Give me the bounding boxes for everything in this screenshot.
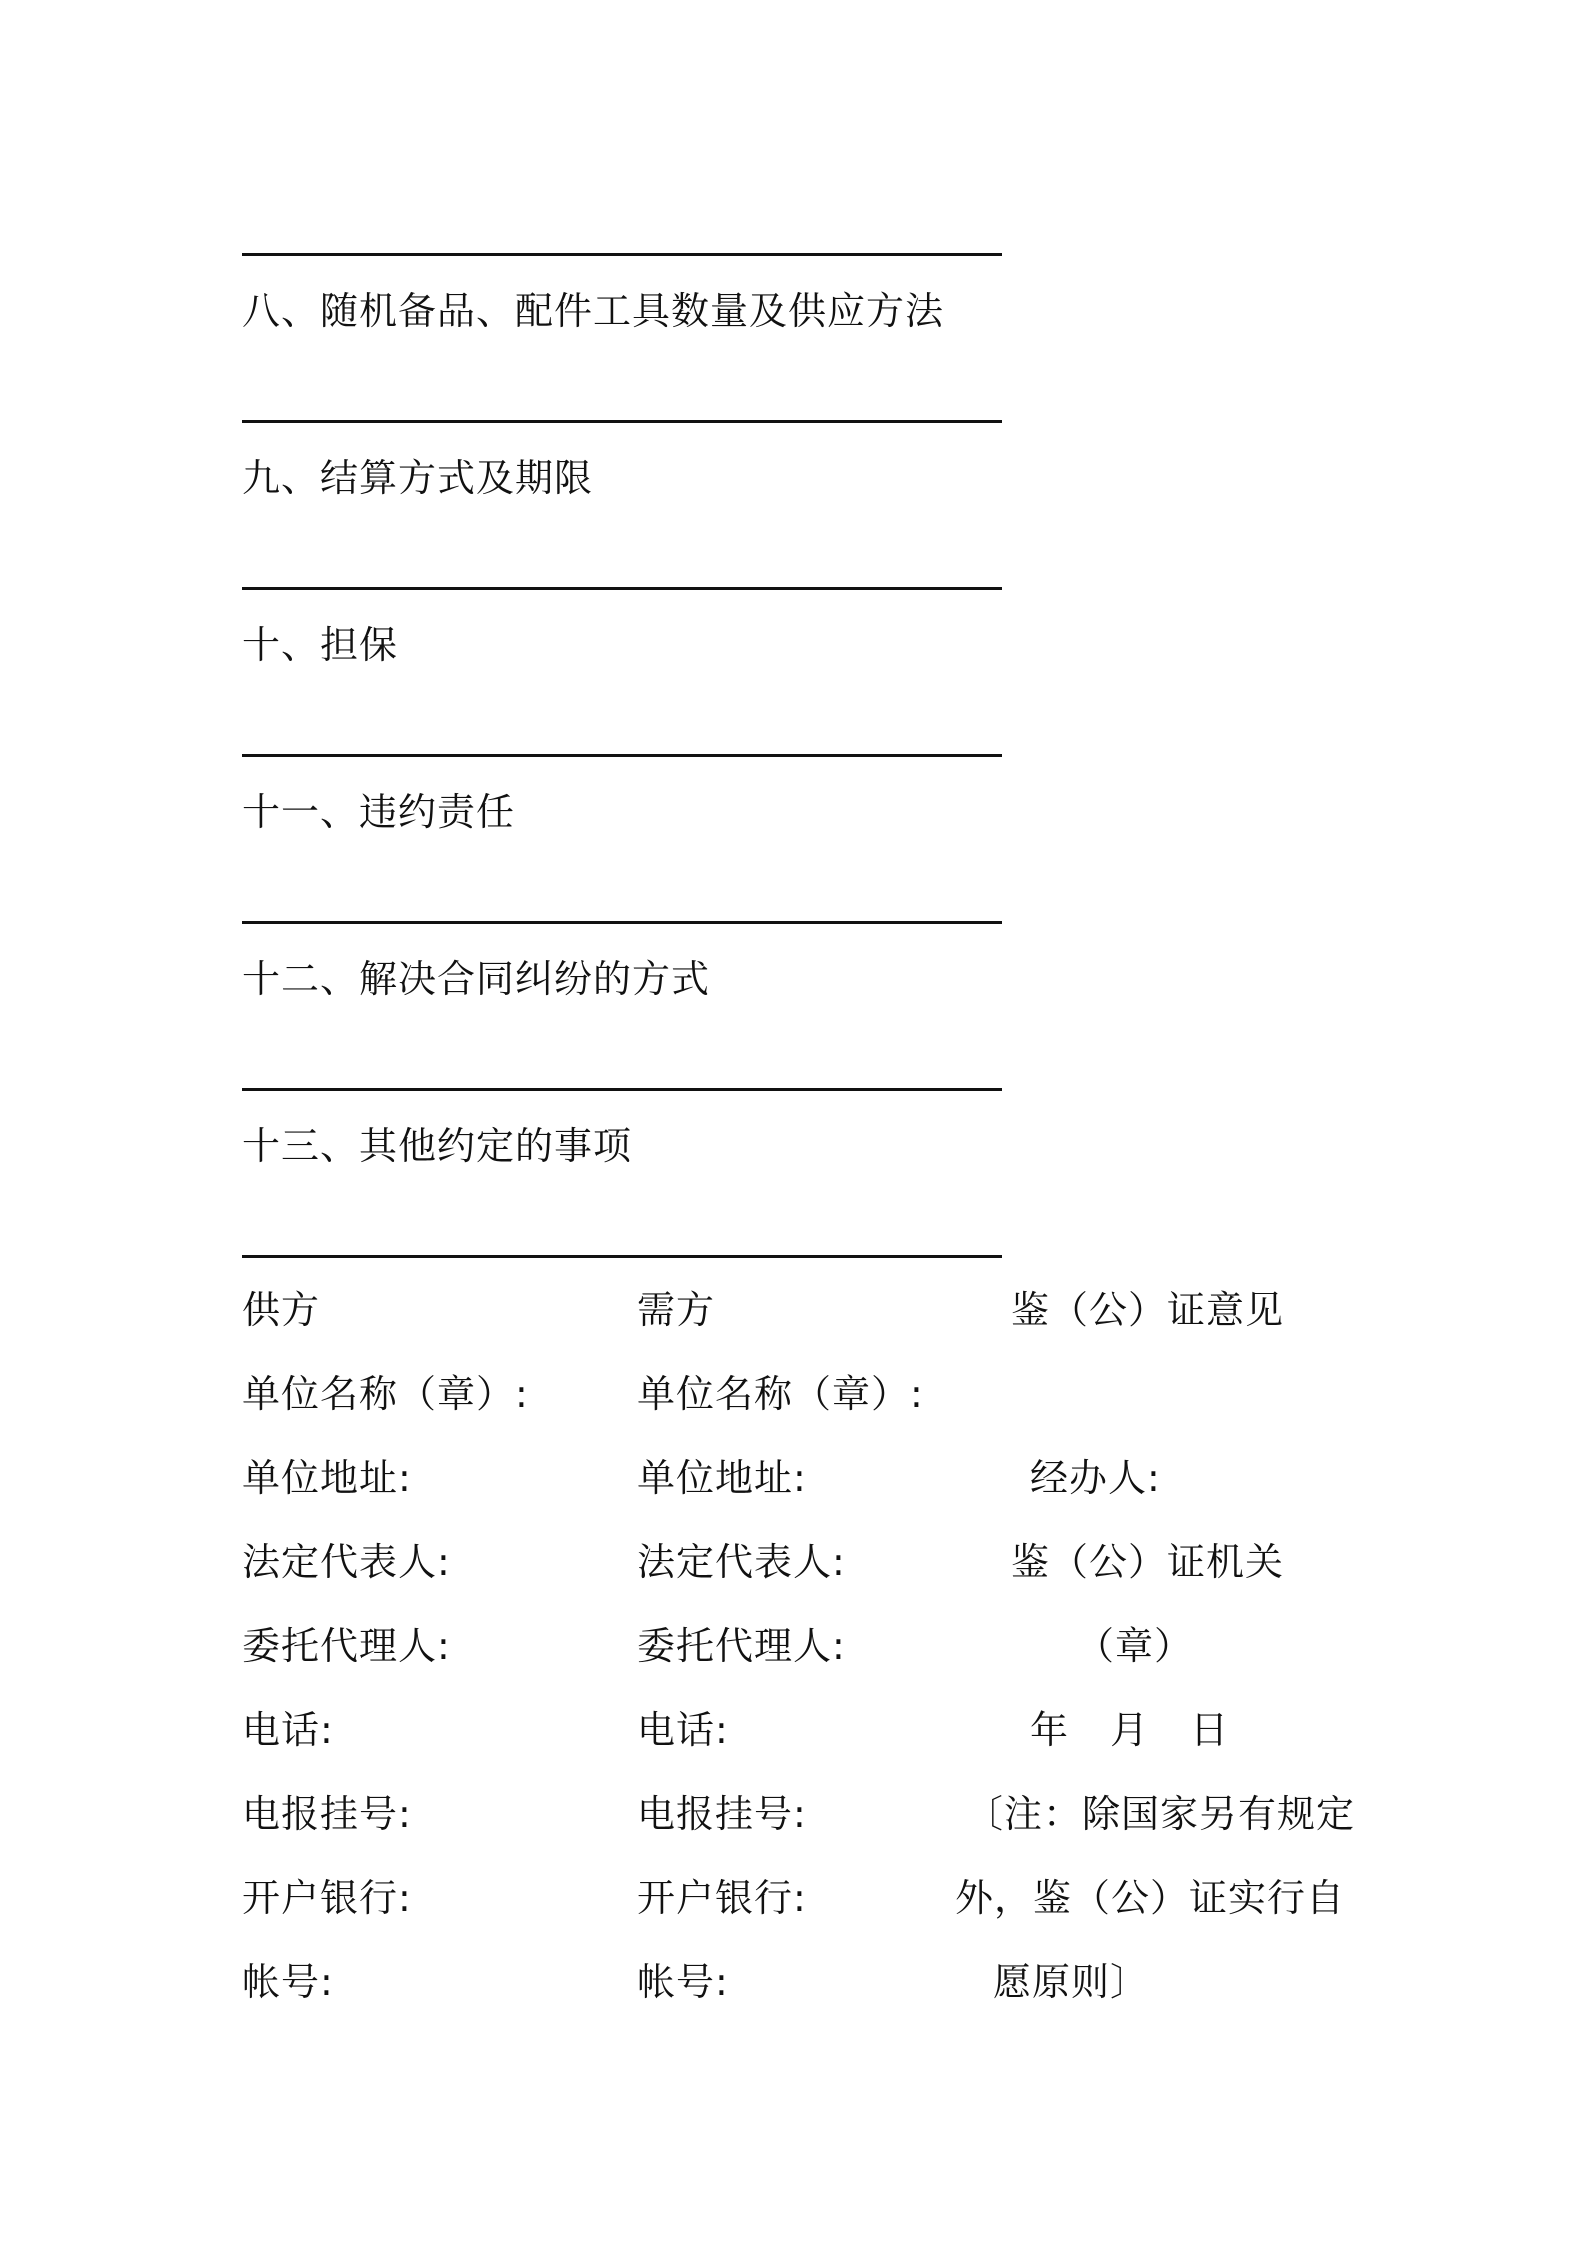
- signature-row: [0, 1622, 1586, 1706]
- clause-heading-13: 十三、其他约定的事项: [242, 1124, 633, 1168]
- buyer-unit-name-label: 单位名称（章）:: [637, 1372, 924, 1416]
- clause-heading-11: 十一、违约责任: [242, 790, 516, 834]
- buyer-agent-label: 委托代理人:: [637, 1624, 846, 1668]
- signature-row: [0, 1454, 1586, 1538]
- supplier-legal-rep-label: 法定代表人:: [242, 1540, 451, 1584]
- clause-heading-8: 八、随机备品、配件工具数量及供应方法: [242, 289, 945, 333]
- blank-line: [242, 921, 1002, 924]
- notary-date-label: 年 月 日: [1030, 1708, 1230, 1752]
- notary-authority-label: 鉴（公）证机关: [1011, 1540, 1285, 1584]
- notary-note-line-1: 〔注：除国家另有规定: [965, 1792, 1356, 1836]
- buyer-phone-label: 电话:: [637, 1708, 729, 1752]
- supplier-telegraph-label: 电报挂号:: [242, 1792, 412, 1836]
- blank-line: [242, 1255, 1002, 1258]
- notary-opinion-header: 鉴（公）证意见: [1011, 1288, 1285, 1332]
- blank-line: [242, 420, 1002, 423]
- blank-line: [242, 253, 1002, 256]
- signature-row: [0, 1286, 1586, 1370]
- notary-note-line-3: 愿原则〕: [993, 1960, 1150, 2004]
- signature-block: [0, 1286, 1586, 2042]
- signature-row: [0, 1874, 1586, 1958]
- buyer-account-label: 帐号:: [637, 1960, 729, 2004]
- blank-line: [242, 587, 1002, 590]
- supplier-bank-label: 开户银行:: [242, 1876, 412, 1920]
- buyer-telegraph-label: 电报挂号:: [637, 1792, 807, 1836]
- notary-handler-label: 经办人:: [1030, 1456, 1161, 1500]
- supplier-phone-label: 电话:: [242, 1708, 334, 1752]
- supplier-header: 供方: [242, 1288, 321, 1332]
- signature-row: [0, 1790, 1586, 1874]
- clause-heading-12: 十二、解决合同纠纷的方式: [242, 957, 711, 1001]
- buyer-header: 需方: [637, 1288, 716, 1332]
- signature-row: [0, 1706, 1586, 1790]
- blank-line: [242, 754, 1002, 757]
- signature-row: [0, 1370, 1586, 1454]
- supplier-address-label: 单位地址:: [242, 1456, 412, 1500]
- signature-row: [0, 1958, 1586, 2042]
- buyer-address-label: 单位地址:: [637, 1456, 807, 1500]
- buyer-legal-rep-label: 法定代表人:: [637, 1540, 846, 1584]
- supplier-agent-label: 委托代理人:: [242, 1624, 451, 1668]
- clause-heading-9: 九、结算方式及期限: [242, 456, 594, 500]
- supplier-unit-name-label: 单位名称（章）:: [242, 1372, 529, 1416]
- blank-line: [242, 1088, 1002, 1091]
- notary-seal-label: （章）: [1076, 1624, 1194, 1668]
- signature-row: [0, 1538, 1586, 1622]
- clause-heading-10: 十、担保: [242, 623, 399, 667]
- supplier-account-label: 帐号:: [242, 1960, 334, 2004]
- buyer-bank-label: 开户银行:: [637, 1876, 807, 1920]
- notary-note-line-2: 外，鉴（公）证实行自: [955, 1876, 1346, 1920]
